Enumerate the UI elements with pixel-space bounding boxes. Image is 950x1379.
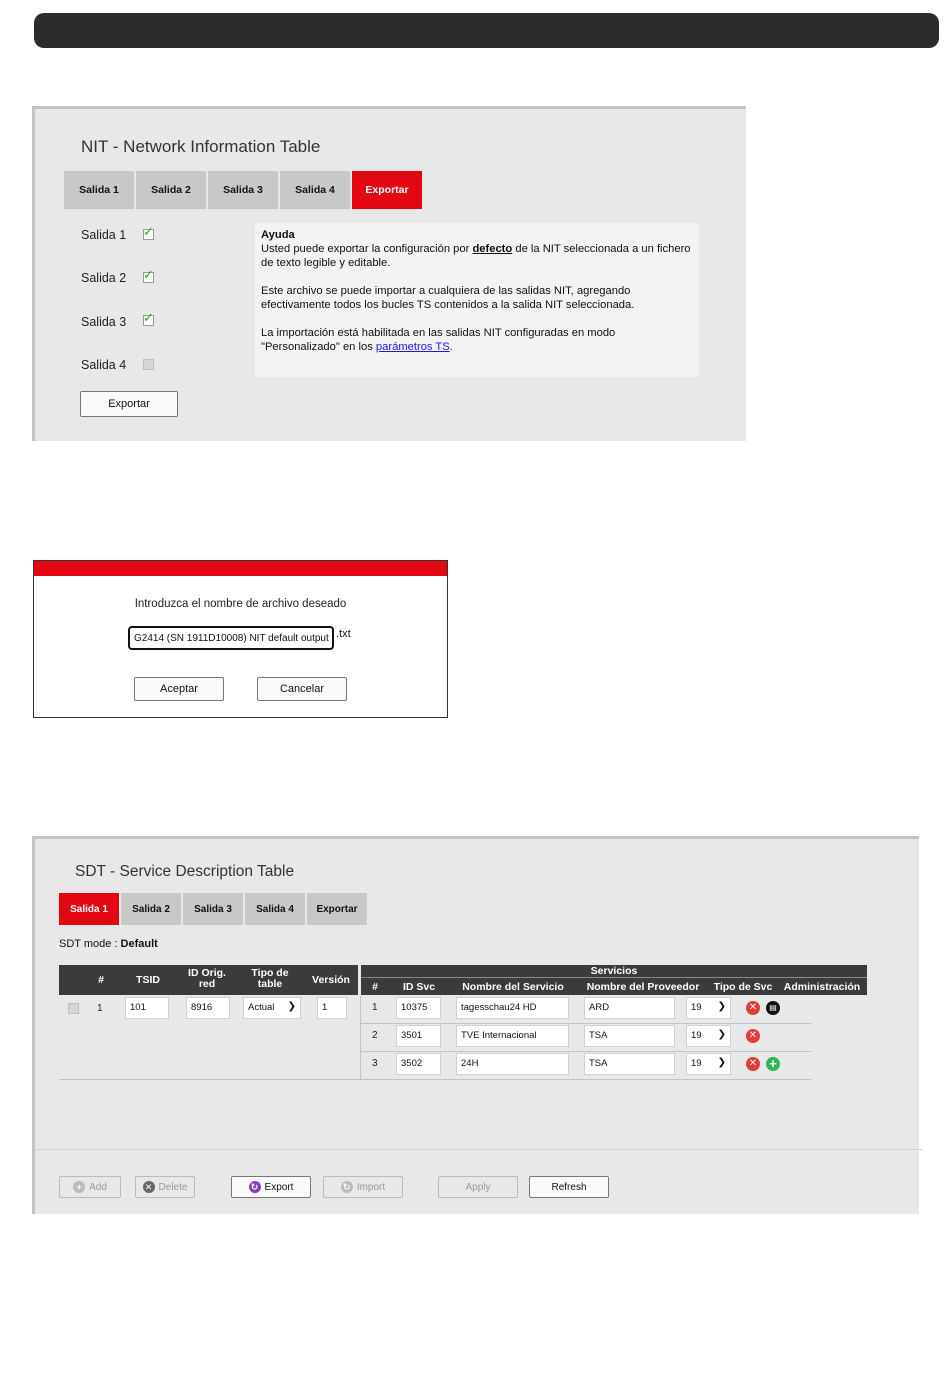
footer-divider bbox=[35, 1149, 922, 1150]
svc-row-divider bbox=[361, 1023, 811, 1024]
sdt-panel bbox=[32, 836, 919, 1214]
sdt-mode bbox=[59, 938, 158, 950]
nit-tab-exportar[interactable]: Exportar bbox=[352, 171, 422, 209]
help-paragraph-3 bbox=[261, 326, 693, 354]
svc-provider-input[interactable]: TSA bbox=[584, 1053, 675, 1075]
svc-col-name: Nombre del Servicio bbox=[462, 981, 564, 993]
cancel-button[interactable]: Cancelar bbox=[257, 677, 347, 701]
table-separator bbox=[360, 996, 361, 1080]
nit-tabs bbox=[64, 171, 422, 209]
ts-col-orig: ID Orig. red bbox=[188, 967, 226, 990]
import-icon: ↻ bbox=[341, 1181, 353, 1193]
dialog-prompt: Introduzca el nombre de archivo deseado bbox=[134, 598, 347, 610]
help-box bbox=[255, 223, 699, 377]
chevron-down-icon: ❯ bbox=[717, 1001, 726, 1012]
services-header: Servicios bbox=[590, 965, 638, 977]
filename-input[interactable]: G2414 (SN 1911D10008) NIT default output bbox=[128, 626, 334, 650]
output-label-4: Salida 4 bbox=[81, 358, 127, 372]
ts-col-type: Tipo de table bbox=[251, 967, 289, 990]
sdt-title: SDT - Service Description Table bbox=[75, 863, 295, 880]
dialog-header bbox=[34, 561, 447, 576]
apply-button: Apply bbox=[438, 1176, 518, 1198]
add-button bbox=[59, 1176, 121, 1198]
help-text: de la NIT seleccionada a un fichero de texto legible y editable. bbox=[261, 243, 691, 269]
svc-row-divider bbox=[361, 1051, 811, 1052]
svc-name-input[interactable]: 24H bbox=[456, 1053, 569, 1075]
sdt-tab-salida-2[interactable]: Salida 2 bbox=[121, 893, 181, 925]
output-label-2: Salida 2 bbox=[81, 271, 127, 285]
nit-panel bbox=[32, 106, 746, 441]
svc-row-num: 3 bbox=[372, 1058, 378, 1069]
top-banner bbox=[34, 13, 939, 48]
help-text: . bbox=[449, 341, 453, 353]
plus-icon: + bbox=[73, 1181, 85, 1193]
svc-col-id: ID Svc bbox=[402, 981, 436, 993]
nit-title: NIT - Network Information Table bbox=[81, 137, 321, 156]
sdt-tab-salida-3[interactable]: Salida 3 bbox=[183, 893, 243, 925]
svc-type-value: 19 bbox=[691, 1030, 702, 1041]
chevron-down-icon: ❯ bbox=[717, 1057, 726, 1068]
help-paragraph-2: Este archivo se puede importar a cualquiera de las salidas NIT, agregando efectivamente todos los bucles TS contenidos a la salida NIT seleccionada. bbox=[261, 285, 635, 311]
svc-col-admin: Administración bbox=[783, 981, 861, 993]
add-label: Add bbox=[89, 1181, 107, 1193]
delete-label: Delete bbox=[158, 1181, 188, 1193]
svc-type-select[interactable] bbox=[686, 997, 731, 1019]
output-label-1: Salida 1 bbox=[81, 228, 127, 242]
services-table-header bbox=[361, 965, 867, 995]
ts-col-tsid: TSID bbox=[136, 974, 160, 986]
export-label: Export bbox=[264, 1181, 294, 1193]
svc-provider-input[interactable]: TSA bbox=[584, 1025, 675, 1047]
info-icon[interactable]: ▤ bbox=[766, 1001, 780, 1015]
output-checkbox-3[interactable] bbox=[143, 315, 154, 326]
table-type-value: Actual bbox=[248, 1002, 275, 1013]
sdt-mode-value: Default bbox=[120, 938, 158, 950]
delete-service-icon[interactable]: ✕ bbox=[746, 1001, 760, 1015]
help-text: Usted puede exportar la configuración por bbox=[261, 243, 473, 255]
import-label: Import bbox=[356, 1181, 386, 1193]
svc-name-input[interactable]: TVE Internacional bbox=[456, 1025, 569, 1047]
nit-tab-salida-3[interactable]: Salida 3 bbox=[208, 171, 278, 209]
svc-col-provider: Nombre del Proveedor bbox=[586, 981, 700, 993]
svc-provider-input[interactable]: ARD bbox=[584, 997, 675, 1019]
help-title: Ayuda bbox=[261, 229, 295, 241]
refresh-button[interactable]: Refresh bbox=[529, 1176, 609, 1198]
svc-type-select[interactable] bbox=[686, 1053, 731, 1075]
delete-service-icon[interactable]: ✕ bbox=[746, 1029, 760, 1043]
svc-type-select[interactable] bbox=[686, 1025, 731, 1047]
ts-col-version: Versión bbox=[312, 974, 350, 986]
sdt-export-button[interactable] bbox=[231, 1176, 311, 1198]
delete-service-icon[interactable]: ✕ bbox=[746, 1057, 760, 1071]
help-text: La importación está habilitada en las salidas NIT configuradas en modo "Personalizado" en los bbox=[261, 327, 616, 353]
help-paragraph-1 bbox=[261, 242, 693, 270]
delete-button bbox=[135, 1176, 195, 1198]
output-label-3: Salida 3 bbox=[81, 315, 127, 329]
help-bold-default: defecto bbox=[472, 243, 513, 255]
ts-row-divider bbox=[59, 1079, 361, 1080]
ts-col-num: # bbox=[98, 974, 104, 986]
svc-id-input[interactable]: 10375 bbox=[396, 997, 441, 1019]
svc-type-value: 19 bbox=[691, 1002, 702, 1013]
chevron-down-icon: ❯ bbox=[717, 1029, 726, 1040]
nit-tab-salida-1[interactable]: Salida 1 bbox=[64, 171, 134, 209]
sdt-mode-label: SDT mode : bbox=[59, 938, 121, 950]
svc-type-value: 19 bbox=[691, 1058, 702, 1069]
ts-row-num: 1 bbox=[97, 1003, 103, 1014]
svc-col-num: # bbox=[372, 981, 378, 993]
sdt-tab-salida-4[interactable]: Salida 4 bbox=[245, 893, 305, 925]
nit-tab-salida-2[interactable]: Salida 2 bbox=[136, 171, 206, 209]
ts-row-checkbox[interactable] bbox=[68, 1003, 79, 1014]
svc-row-num: 1 bbox=[372, 1002, 378, 1013]
output-checkbox-2[interactable] bbox=[143, 272, 154, 283]
table-type-select[interactable] bbox=[243, 997, 301, 1019]
svc-row-divider bbox=[361, 1079, 811, 1080]
version-input[interactable]: 1 bbox=[317, 997, 347, 1019]
nit-tab-salida-4[interactable]: Salida 4 bbox=[280, 171, 350, 209]
export-button[interactable]: Exportar bbox=[80, 391, 178, 417]
ts-table-header bbox=[59, 965, 358, 995]
header-divider bbox=[361, 977, 867, 978]
ts-params-link[interactable]: parámetros TS bbox=[375, 341, 450, 353]
add-service-icon[interactable]: + bbox=[766, 1057, 780, 1071]
import-button bbox=[323, 1176, 403, 1198]
x-icon: ✕ bbox=[143, 1181, 155, 1193]
output-checkbox-1[interactable] bbox=[143, 229, 154, 240]
output-checkbox-4 bbox=[143, 359, 154, 370]
orig-network-id-input[interactable]: 8916 bbox=[186, 997, 230, 1019]
accept-button[interactable]: Aceptar bbox=[134, 677, 224, 701]
sdt-tab-salida-1[interactable]: Salida 1 bbox=[59, 893, 119, 925]
filename-extension: .txt bbox=[336, 628, 351, 640]
svc-id-input[interactable]: 3501 bbox=[396, 1025, 441, 1047]
svc-name-input[interactable]: tagesschau24 HD bbox=[456, 997, 569, 1019]
svc-row-num: 2 bbox=[372, 1030, 378, 1041]
svc-id-input[interactable]: 3502 bbox=[396, 1053, 441, 1075]
sdt-tab-exportar[interactable]: Exportar bbox=[307, 893, 367, 925]
filename-dialog bbox=[33, 560, 448, 718]
export-icon: ↻ bbox=[249, 1181, 261, 1193]
svc-col-type: Tipo de Svc bbox=[713, 981, 773, 993]
tsid-input[interactable]: 101 bbox=[125, 997, 169, 1019]
chevron-down-icon: ❯ bbox=[287, 1001, 296, 1012]
sdt-tabs bbox=[59, 893, 367, 925]
